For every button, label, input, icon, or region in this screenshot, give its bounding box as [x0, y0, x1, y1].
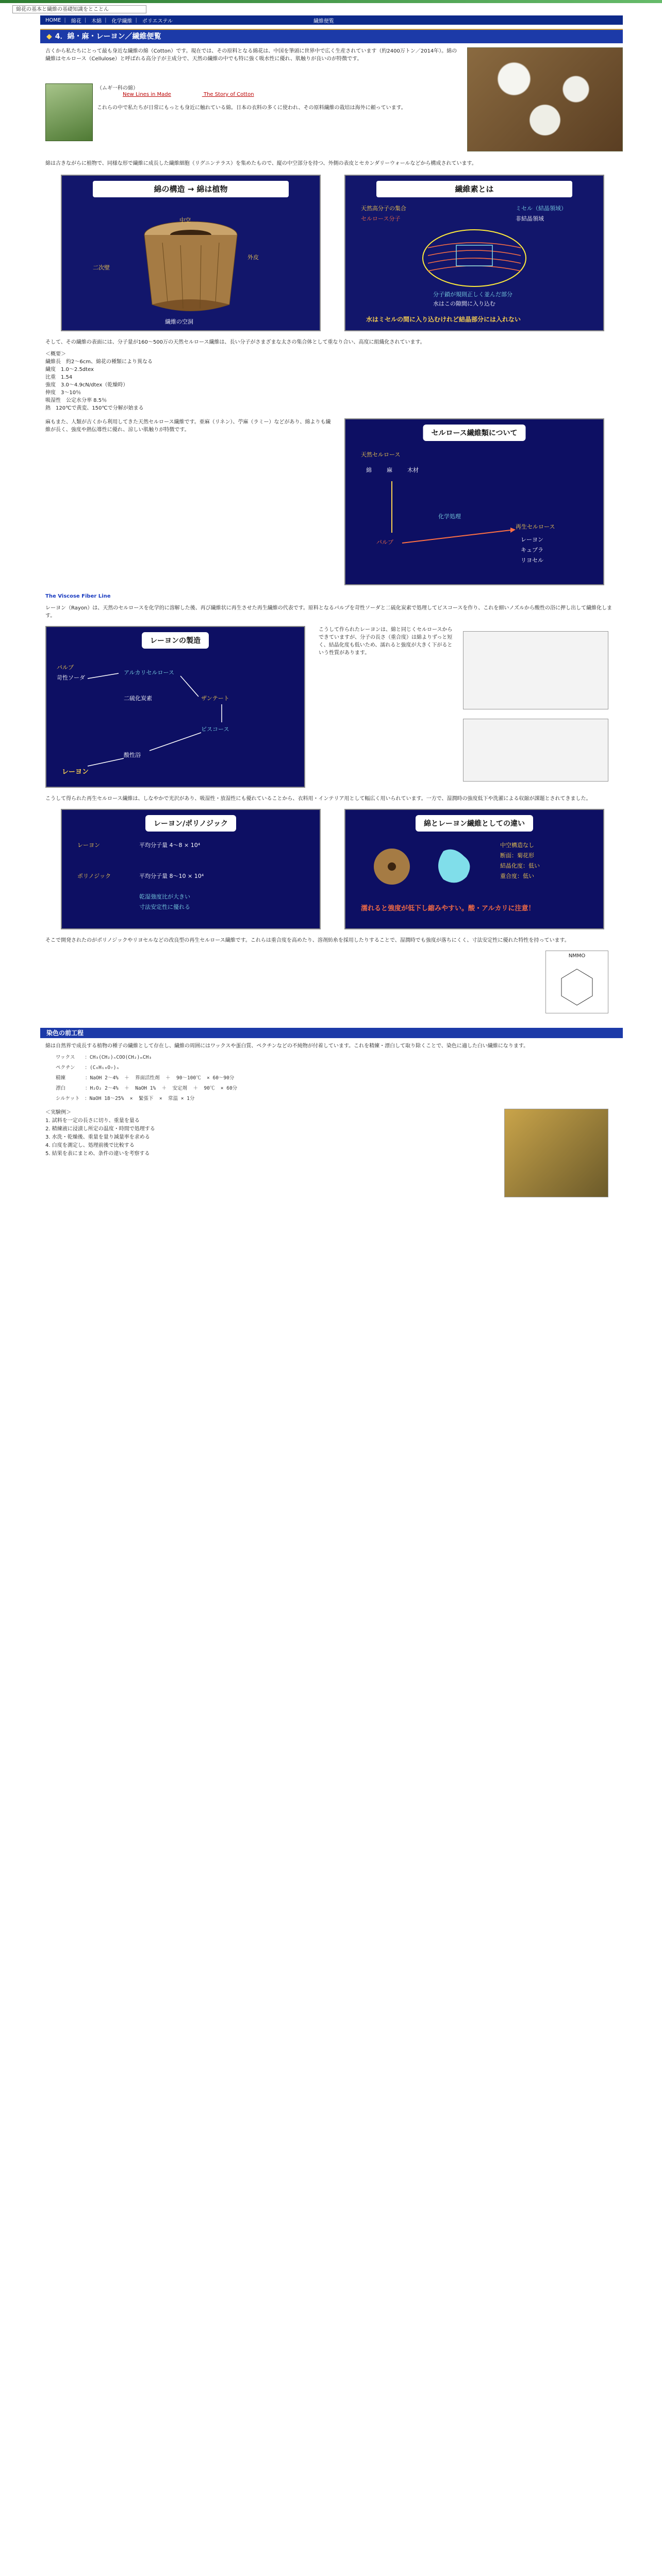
comparison-figures: [40, 809, 623, 933]
rayon-paragraph: レーヨン（Rayon）は、天然のセルロースを化学的に溶解した後、再び繊維状に再生させた再生繊維の代表です。原料となるパルプを苛性ソーダと二硫化炭素で処理してビスコースを作り、これを細いノズルから酸性の浴に押し出して繊維化します。: [45, 605, 613, 619]
fig3-arrows: [345, 419, 603, 584]
data-line: 吸湿性 公定水分率 8.5％: [45, 398, 107, 403]
data-heading: ＜概要＞: [45, 351, 66, 357]
fig6-cross-section: [345, 810, 603, 928]
fig3-pulp-label: パルプ: [376, 539, 393, 546]
intro-text-2: これらの中で私たちが日常にもっとも身近に触れている綿。日本の衣料の多くに使われ、その原料繊維の栽培は海外に頼っています。: [97, 105, 406, 111]
fig5-row1-name: レーヨン: [77, 842, 100, 849]
nmmo-section: [40, 951, 623, 1023]
rayon-production-figure: [45, 626, 305, 788]
fig2-title: 繊維素とは: [376, 181, 572, 197]
main-content: [40, 29, 623, 1212]
cellulose-types-figure: [344, 418, 604, 585]
fig4-pulp: パルプ: [57, 664, 74, 671]
nav-home[interactable]: HOME: [45, 17, 61, 23]
fig1-title: 綿の構造 → 綿は植物: [93, 181, 289, 197]
experiment-list: [45, 1109, 458, 1158]
nmmo-label: NMMO: [568, 953, 586, 959]
fig1-caption: 繊維の空洞: [165, 318, 193, 325]
experiment-section: [40, 1109, 623, 1212]
experiment-heading: ＜実験例＞: [45, 1110, 71, 1115]
fig6-bottom-note: 濡れると強度が低下し縮みやすい。酸・アルカリに注意！: [361, 905, 535, 912]
long-paragraph-2: そこで開発されたのがポリノジックやリヨセルなどの改良型の再生セルロース繊維です。これらは重合度を高めたり、溶剤紡糸を採用したりすることで、湿潤時でも強度が落ちにくく、寸法安定性に優れた特性を持っています。: [45, 938, 570, 943]
intro-paragraph-3: 綿は古きながらに植物で、同様な形で繊維に成長した繊維細胞（リグニンテラス）を集めたもので、縦の中空部分を持つ、外側の表皮とセカンダリーウォールなどから構成されています。: [45, 161, 477, 166]
page-title: 4．綿・麻・レーヨン／繊維便覧: [55, 32, 161, 41]
fig4-title: レーヨンの製造: [142, 632, 209, 649]
intro-text: 古くから私たちにとって最も身近な繊維の綿（Cotton）です。現在では、その原料となる綿花は、中国を筆頭に世界中で広く生産されています（約2400万トン／2014年）。綿の繊維はセルロース（Cellulose）と呼ばれる高分子が主成分で、天然の繊維の中でも特に強く吸水性に優れ、肌触りが良いのが特徴です。: [45, 48, 457, 62]
fig2-cellulose-label: 天然高分子の集合: [361, 205, 406, 212]
cotton-plant-photo: [45, 83, 93, 141]
nav-current-page: 繊維便覧: [313, 18, 334, 24]
link-story-of-cotton[interactable]: The Story of Cotton: [203, 92, 254, 97]
fig1-lumen-label: 中空: [179, 217, 191, 224]
top-accent-line: [0, 0, 662, 3]
fig2-micelle-label: ミセル（結晶領域）: [516, 205, 567, 212]
formula-line: シルケット ：NaOH 18～25% × 緊張下 × 常温 × 1分: [56, 1096, 195, 1101]
fig2-molecule-label: セルロース分子: [361, 215, 401, 222]
cotton-boll-photo: [467, 47, 623, 151]
fig6-item-2: 断面：菊花形: [500, 852, 534, 859]
fig1-secondary-label: 二次壁: [93, 264, 110, 271]
fig2-amorph-label: 非結晶領域: [516, 215, 544, 222]
fig6-item-3: 結晶化度：低い: [500, 862, 540, 869]
long-paragraph-1: こうして得られた再生セルロース繊維は、しなやかで光沢があり、吸湿性・放湿性にも優れていることから、衣料用・インテリア用として幅広く用いられています。一方で、湿潤時の強度低下や洗濯による収縮が課題とされてきました。: [45, 796, 591, 802]
cotton-structure-drawing: [62, 176, 320, 330]
fig3-regen-label: 再生セルロース: [516, 523, 555, 530]
molecular-chain-diagram: [463, 719, 608, 782]
cellulose-types-section: [40, 418, 623, 588]
sample-photo: [504, 1109, 608, 1197]
experiment-step: 5. 結果を表にまとめ、条件の違いを考察する: [45, 1151, 150, 1157]
hemp-paragraph: 麻もまた、人類が古くから利用してきた天然セルロース繊維です。亜麻（リネン）、苧麻（ラミー）などがあり、綿よりも繊維が長く、強度や熱伝導性に優れ、涼しい肌触りが特徴です。: [45, 419, 331, 433]
data-line: 伸度 3～10％: [45, 390, 81, 396]
fig5-row2-dp: 平均分子量 8～10 × 10⁴: [139, 873, 204, 879]
data-line: 繊度 1.0～2.5dtex: [45, 367, 94, 372]
fig4-cs2: 二硫化炭素: [124, 695, 152, 702]
fig3-chem-label: 化学処理: [438, 513, 461, 520]
data-line: 熱 120℃で黄変、150℃で分解が始まる: [45, 405, 144, 411]
plant-caption: （ムギ一科の綿）: [97, 86, 138, 91]
experiment-step: 1. 試料を一定の長さに切り、重量を量る: [45, 1118, 140, 1124]
pretreatment-heading: 染色の前工程: [46, 1029, 84, 1037]
nmmo-structure: [545, 951, 608, 1013]
fig4-acid: 酸性浴: [124, 752, 141, 758]
rayon-polynosic-figure: [61, 809, 321, 929]
fig1-outer-label: 外皮: [247, 254, 259, 261]
formula-line: 漂白 ：H₂O₂ 2～4% ＋ NaOH 1% ＋ 安定剤 ＋ 90℃ × 60分: [56, 1086, 238, 1091]
fig5-row2-name: ポリノジック: [77, 873, 111, 879]
fig2-bottom-note: 水はミセルの間に入り込むけれど結晶部分には入れない: [366, 316, 521, 323]
fig2-water-note: 水はこの隙間に入り込む: [433, 300, 495, 307]
intro-section: [40, 47, 623, 156]
fig3-rayon-label: レーヨン: [521, 536, 543, 543]
nav-chemical-fiber[interactable]: 化学繊維: [111, 18, 133, 24]
cotton-rayon-diff-figure: [344, 809, 604, 929]
top-navigation: HOME | 綿花 | 木綿 | 化学繊維 | ポリエステル 繊維便覧: [40, 15, 623, 25]
nav-cotton-plant[interactable]: 綿花: [71, 18, 81, 24]
pretreatment-section-bar: [40, 1028, 623, 1038]
fig3-natural-label: 天然セルロース: [361, 451, 401, 458]
nav-polyester[interactable]: ポリエステル: [142, 18, 173, 24]
structure-figures: [40, 175, 623, 334]
cotton-structure-figure: [61, 175, 321, 331]
nav-cotton[interactable]: 木綿: [91, 18, 102, 24]
fig5-title: レーヨン/ポリノジック: [145, 815, 236, 832]
fig5-row1-dp: 平均分子量 4～8 × 10⁴: [139, 842, 201, 849]
data-block: [45, 350, 618, 412]
fig4-naoh: 苛性ソーダ: [57, 674, 85, 681]
fig3-cupra-label: キュプラ: [521, 547, 543, 553]
link-new-lines[interactable]: New Lines in Made: [123, 92, 171, 97]
fig4-rayon: レーヨン: [62, 768, 89, 776]
title-arrow-icon: ◆: [46, 32, 52, 41]
fig6-item-1: 中空構造なし: [500, 842, 534, 849]
fig6-item-4: 重合度：低い: [500, 873, 534, 879]
cellulose-fiber-figure: [344, 175, 604, 331]
page-title-bar: [40, 29, 623, 43]
fig5-note2: 寸法安定性に優れる: [139, 904, 190, 910]
data-line: 比重 1.54: [45, 375, 73, 380]
intro-links: [123, 92, 285, 97]
fig3-wood-label: 木材: [407, 467, 419, 473]
fig4-xanth: ザンテート: [201, 695, 229, 702]
fig4-viscose: ビスコース: [201, 726, 229, 733]
data-line: 繊維長 約2～6cm、綿花の種類により異なる: [45, 359, 153, 365]
nmmo-molecule-drawing: [546, 959, 608, 1010]
formula-line: ワックス ：CH₃(CH₂)ₙCOO(CH₂)ₘCH₃: [56, 1055, 152, 1060]
fig4-arrows: [46, 627, 304, 787]
rayon-paragraph-2: こうして作られたレーヨンは、綿と同じくセルロースからできていますが、分子の長さ（重合度）は綿よりずっと短く、結晶化度も低いため、濡れると強度が大きく下がるという性質があります。: [319, 627, 453, 656]
formula-line: 精練 ：NaOH 2～4% ＋ 界面活性剤 ＋ 90～100℃ × 60～90分: [56, 1075, 235, 1081]
fig3-hemp-label: 麻: [387, 467, 392, 473]
rayon-production-section: [40, 626, 623, 791]
experiment-step: 3. 水洗・乾燥後、重量を量り減量率を求める: [45, 1134, 150, 1140]
experiment-step: 2. 精練液に浸漬し所定の温度・時間で処理する: [45, 1126, 155, 1132]
site-identifier: 綿花の基本と繊維の基礎知識をとことん: [12, 5, 146, 13]
fig3-title: セルロース繊維類について: [423, 425, 525, 441]
formula-line: ペクチン ：(C₆H₁₀O₇)ₙ: [56, 1065, 120, 1071]
rayon-heading: The Viscose Fiber Line: [45, 594, 111, 599]
fig4-alkali: アルカリセルロース: [124, 669, 174, 676]
fig3-cotton-label: 綿: [366, 467, 372, 473]
fig2-crystal-note: 分子鎖が規則正しく並んだ部分: [433, 291, 512, 298]
experiment-step: 4. 白度を測定し、処理前後で比較する: [45, 1143, 135, 1148]
fig5-note1: 乾湿強度比が大きい: [139, 893, 190, 900]
fig3-lyocell-label: リヨセル: [521, 557, 543, 564]
data-line: 強度 3.0～4.9cN/dtex（乾燥時）: [45, 382, 128, 388]
para-after-figures: そして、その繊維の表面には、分子量が160～500万の天然セルロース繊維は、長い分子がさまざまな太さの集合体として重なり合い、高度に組織化されています。: [45, 340, 425, 345]
pretreatment-paragraph: 綿は自然界で成長する植物の種子の繊維として存在し、繊維の周囲にはワックスや蛋白質、ペクチンなどの不純物が付着しています。これを精練・漂白して取り除くことで、染色に適した白い繊維になります。: [45, 1043, 529, 1049]
fig6-title: 綿とレーヨン繊維としての違い: [416, 815, 533, 832]
spinning-diagram: [463, 631, 608, 709]
